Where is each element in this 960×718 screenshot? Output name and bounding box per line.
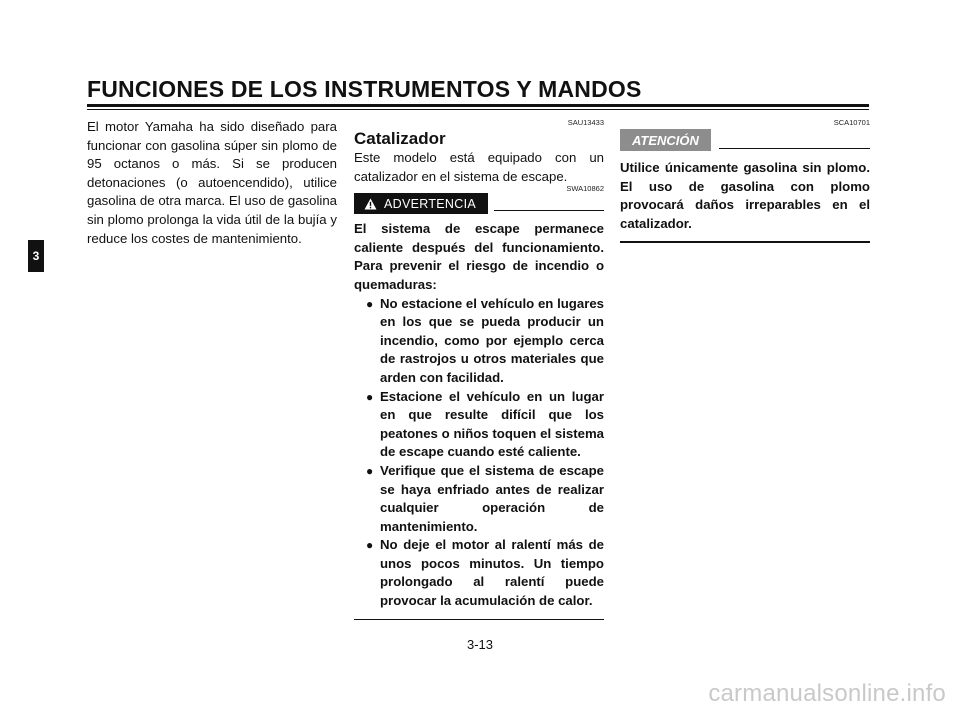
- list-item: [354, 295, 604, 388]
- catalyst-intro: Este modelo está equipado con un catalizador en el sistema de escape.: [354, 150, 604, 184]
- warning-triangle-icon: [364, 198, 377, 210]
- section-code: SAU13433: [567, 118, 604, 127]
- warning-list: [354, 295, 604, 611]
- bullet-icon: ●: [366, 389, 374, 404]
- list-item-text: Estacione el vehículo en un lugar en que resulte difícil que los peatones o niños toquen el sistema de escape cuando esté caliente.: [380, 388, 604, 460]
- warning-code: SWA10862: [566, 184, 604, 194]
- column-3: [620, 118, 870, 243]
- fuel-paragraph: El motor Yamaha ha sido diseñado para funcionar con gasolina súper sin plomo de 95 octanos o más. Si se producen detonaciones (o autoencendido), utilice gasolina de otra marca. El uso de gasolina sin plomo prolonga la vida útil de la bujía y reduce los costes de mantenimiento.: [87, 119, 337, 246]
- caution-badge: ATENCIÓN: [620, 129, 711, 151]
- caution-code: SCA10701: [833, 118, 870, 127]
- warning-badge: [354, 193, 488, 214]
- warning-label: ADVERTENCIA: [384, 196, 476, 211]
- caution-text: Utilice únicamente gasolina sin plomo. El uso de gasolina con plomo provocará daños irreparables en el catalizador.: [620, 160, 870, 231]
- bullet-icon: ●: [366, 538, 374, 553]
- watermark: carmanualsonline.info: [708, 680, 946, 707]
- list-item-text: No deje el motor al ralentí más de unos pocos minutos. Un tiempo prolongado al ralentí puede provocar la acumulación de calor.: [380, 537, 604, 609]
- warning-header: [354, 193, 604, 214]
- page-number: 3-13: [466, 637, 494, 652]
- bullet-icon: ●: [366, 296, 374, 311]
- list-item: [354, 462, 604, 536]
- bullet-icon: ●: [366, 463, 374, 478]
- header-rule-thin: [87, 109, 869, 110]
- caution-end-rule: [620, 241, 870, 243]
- warning-end-rule: [354, 619, 604, 621]
- header-rule: [87, 104, 869, 107]
- chapter-tab: 3: [28, 240, 44, 272]
- list-item-text: No estacione el vehículo en lugares en los que se pueda producir un incendio, como por ejemplo cerca de rastrojos u otros materiales que arden con facilidad.: [380, 295, 604, 385]
- list-item: [354, 536, 604, 610]
- column-1: [87, 118, 337, 248]
- section-heading: Catalizador: [354, 129, 446, 148]
- warning-intro: El sistema de escape permanece caliente después del funcionamiento. Para prevenir el riesgo de incendio o quemaduras:: [354, 221, 604, 292]
- caution-header: [620, 129, 870, 151]
- page-title: FUNCIONES DE LOS INSTRUMENTOS Y MANDOS: [87, 76, 642, 102]
- list-item: [354, 388, 604, 462]
- list-item-text: Verifique que el sistema de escape se haya enfriado antes de realizar cualquier operación de mantenimiento.: [380, 462, 604, 534]
- column-2: [354, 118, 604, 620]
- caution-rule: [719, 148, 870, 150]
- warning-rule: [494, 210, 604, 212]
